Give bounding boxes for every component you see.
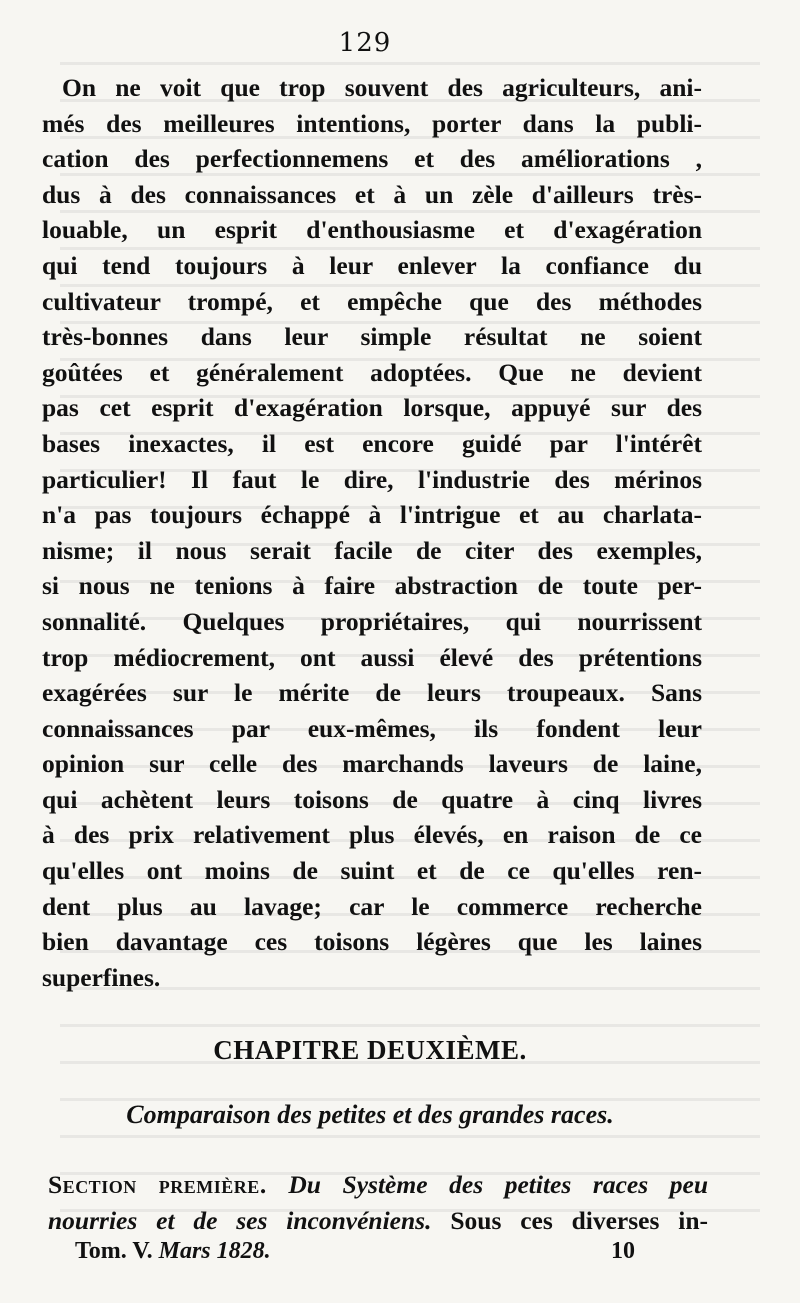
text-line: nisme; il nous serait facile de citer des exemples,: [42, 535, 702, 565]
volume-label: Tom. V.: [75, 1238, 153, 1264]
section-line: [48, 1203, 708, 1239]
text-line: qui achètent leurs toisons de quatre à cinq livres: [42, 784, 702, 814]
section-title-part2: nourries et de ses inconvéniens.: [48, 1206, 432, 1235]
text-line: trop médiocrement, ont aussi élevé des prétentions: [42, 642, 702, 672]
chapter-subtitle: Comparaison des petites et des grandes races.: [126, 1100, 614, 1129]
section-continuation: Sous ces diverses in-: [450, 1206, 708, 1235]
text-line: més des meilleures intentions, porter dans la publi-: [42, 108, 702, 138]
text-line: dus à des connaissances et à un zèle d'ailleurs très-: [42, 179, 702, 209]
text-line: qu'elles ont moins de suint et de ce qu'elles ren-: [42, 856, 702, 886]
body-paragraph: [42, 70, 702, 995]
chapter-heading: CHAPITRE DEUXIÈME.: [213, 1035, 527, 1065]
text-line: très-bonnes dans leur simple résultat ne soient: [42, 322, 702, 352]
text-line: exagérées sur le mérite de leurs troupeaux. Sans: [42, 678, 702, 708]
signature-mark: 10: [611, 1238, 635, 1264]
text-line: sonnalité. Quelques propriétaires, qui nourrissent: [42, 606, 702, 636]
text-line: cation des perfectionnemens et des améliorations ,: [42, 144, 702, 174]
text-line: si nous ne tenions à faire abstraction de toute per-: [42, 571, 702, 601]
issue-date: Mars 1828.: [158, 1238, 271, 1264]
section-title-part1: Du Système des petites races peu: [288, 1170, 708, 1199]
section-paragraph: [48, 1167, 708, 1239]
text-line: n'a pas toujours échappé à l'intrigue et au charlata-: [42, 500, 702, 530]
text-line: cultivateur trompé, et empêche que des méthodes: [42, 286, 702, 316]
text-line: bien davantage ces toisons légères que les laines: [42, 927, 702, 957]
text-line: superfines.: [42, 962, 161, 992]
text-line: opinion sur celle des marchands laveurs de laine,: [42, 749, 702, 779]
text-line: pas cet esprit d'exagération lorsque, appuyé sur des: [42, 393, 702, 423]
text-line: connaissances par eux-mêmes, ils fondent leur: [42, 713, 702, 743]
text-line: particulier! Il faut le dire, l'industrie des mérinos: [42, 464, 702, 494]
section-label: Section première.: [48, 1170, 267, 1199]
text-line: à des prix relativement plus élevés, en raison de ce: [42, 820, 702, 850]
section-line: [48, 1167, 708, 1203]
page-footer: [75, 1238, 635, 1265]
text-line: goûtées et généralement adoptées. Que ne devient: [42, 357, 702, 387]
text-line: qui tend toujours à leur enlever la confiance du: [42, 250, 702, 280]
text-line: bases inexactes, il est encore guidé par l'intérêt: [42, 428, 702, 458]
text-line: On ne voit que trop souvent des agriculteurs, ani-: [62, 73, 702, 102]
text-line: dent plus au lavage; car le commerce recherche: [42, 891, 702, 921]
text-line: louable, un esprit d'enthousiasme et d'exagération: [42, 215, 702, 245]
page-number: 129: [338, 28, 392, 58]
